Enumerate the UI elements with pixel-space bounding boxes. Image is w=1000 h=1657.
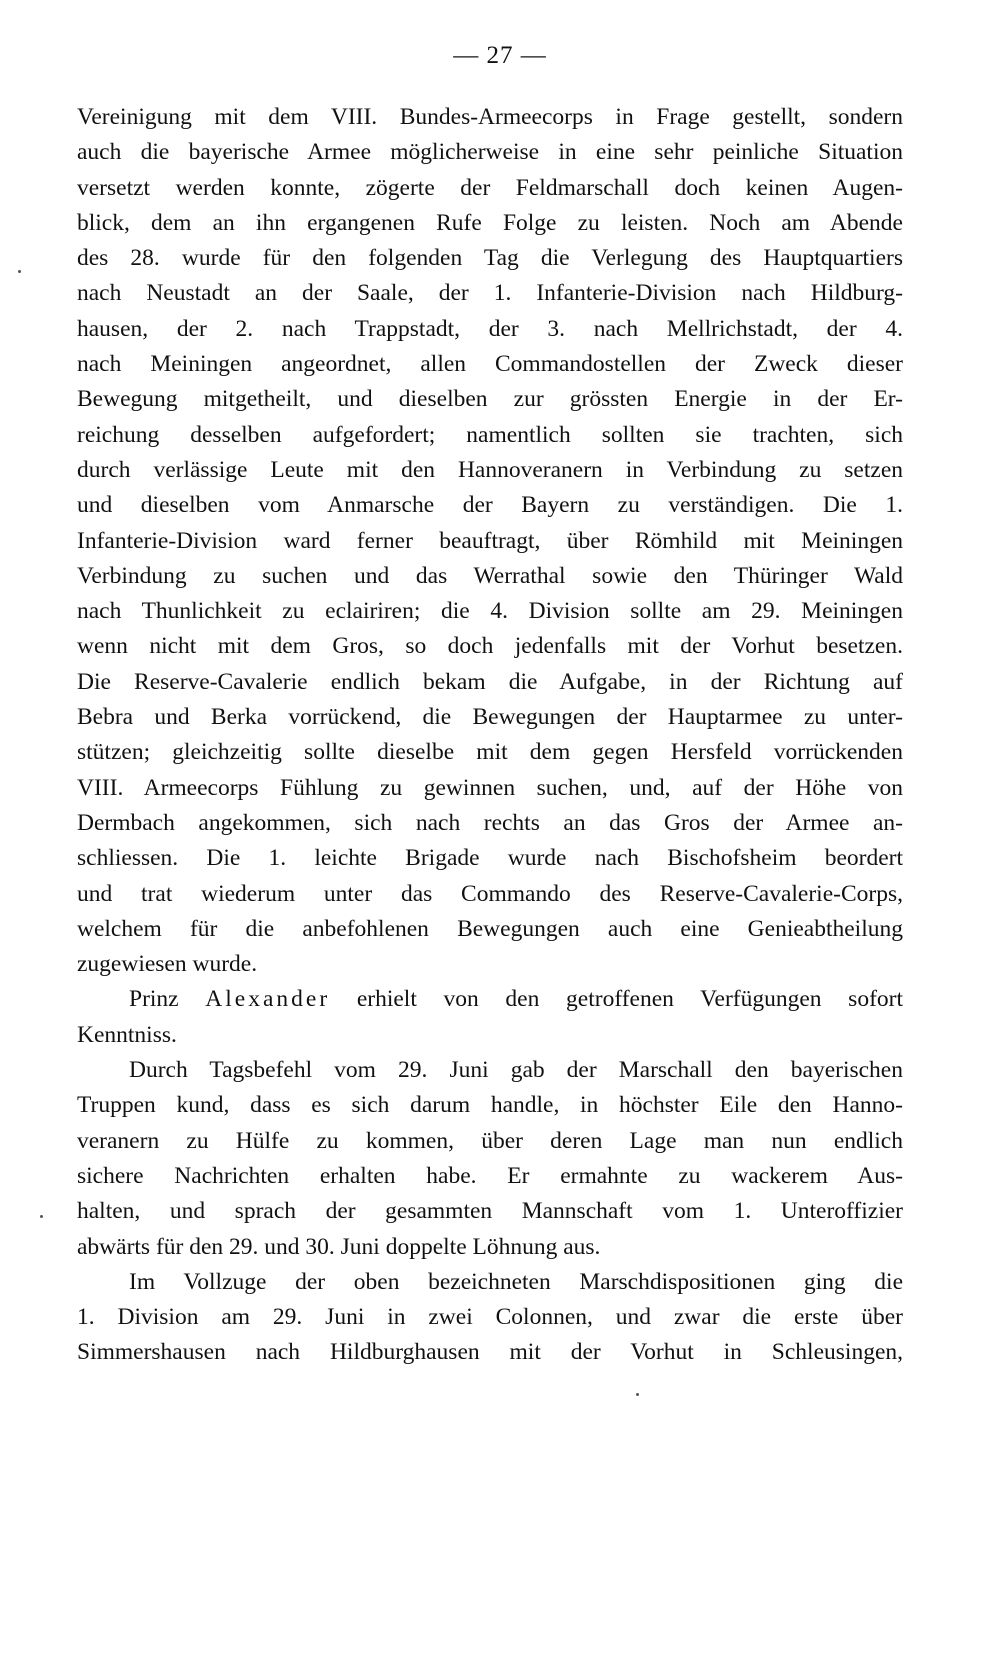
text-line: Im Vollzuge der oben bezeichneten Marschdispositionen ging die [129, 1268, 903, 1295]
text-line: halten, und sprach der gesammten Mannschaft vom 1. Unteroffizier [77, 1198, 903, 1225]
text-line: sichere Nachrichten erhalten habe. Er ermahnte zu wackerem Aus- [77, 1162, 903, 1189]
text-line: 1. Division am 29. Juni in zwei Colonnen, und zwar die erste über [77, 1304, 903, 1331]
text-line: zugewiesen wurde. [77, 951, 258, 978]
text-line: Infanterie-Division ward ferner beauftragt, über Römhild mit Meiningen [77, 527, 903, 554]
paragraph-3 [77, 1053, 903, 1265]
text-fragment: erhielt von den getroffenen Verfügungen sofort [356, 986, 904, 1013]
scan-speck [636, 1393, 639, 1396]
paragraph-4 [77, 1265, 903, 1371]
text-line: hausen, der 2. nach Trappstadt, der 3. nach Mellrichstadt, der 4. [77, 315, 903, 342]
text-line: wenn nicht mit dem Gros, so doch jedenfalls mit der Vorhut besetzen. [77, 633, 903, 660]
page-number: — 27 — [453, 42, 547, 69]
text-line: Durch Tagsbefehl vom 29. Juni gab der Marschall den bayerischen [129, 1057, 903, 1084]
body-text [77, 100, 903, 1371]
text-line: VIII. Armeecorps Fühlung zu gewinnen suchen, und, auf der Höhe von [77, 774, 903, 801]
text-line: Vereinigung mit dem VIII. Bundes-Armeecorps in Frage gestellt, sondern [77, 104, 903, 130]
text-line: welchem für die anbefohlenen Bewegungen auch eine Genieabtheilung [77, 915, 903, 942]
text-line: blick, dem an ihn ergangenen Rufe Folge zu leisten. Noch am Abende [77, 209, 903, 236]
text-line: schliessen. Die 1. leichte Brigade wurde nach Bischofsheim beordert [77, 845, 903, 872]
text-line: Bebra und Berka vorrückend, die Bewegungen der Hauptarmee zu unter- [77, 704, 903, 731]
text-line: Dermbach angekommen, sich nach rechts an das Gros der Armee an- [77, 809, 903, 836]
text-line: des 28. wurde für den folgenden Tag die Verlegung des Hauptquartiers [77, 245, 903, 272]
scan-speck [18, 270, 21, 273]
text-line: auch die bayerische Armee möglicherweise in eine sehr peinliche Situation [77, 139, 903, 166]
text-line: Simmershausen nach Hildburghausen mit der Vorhut in Schleusingen, [77, 1339, 903, 1366]
text-line: nach Thunlichkeit zu eclairiren; die 4. Division sollte am 29. Meiningen [77, 598, 903, 625]
text-line: Verbindung zu suchen und das Werrathal sowie den Thüringer Wald [77, 562, 903, 589]
paragraph-1 [77, 100, 903, 982]
text-line: und trat wiederum unter das Commando des Reserve-Cavalerie-Corps, [77, 880, 903, 907]
text-line: veranern zu Hülfe zu kommen, über deren Lage man nun endlich [77, 1127, 903, 1154]
text-line [77, 982, 903, 1017]
text-line: reichung desselben aufgefordert; namentlich sollten sie trachten, sich [77, 421, 903, 448]
text-line: durch verlässige Leute mit den Hannoveranern in Verbindung zu setzen [77, 456, 903, 483]
text-line: nach Neustadt an der Saale, der 1. Infanterie-Division nach Hildburg- [77, 280, 903, 307]
text-line: abwärts für den 29. und 30. Juni doppelte Löhnung aus. [77, 1233, 601, 1260]
text-line: und dieselben vom Anmarsche der Bayern zu verständigen. Die 1. [77, 492, 903, 519]
spaced-name: Alexander [205, 986, 331, 1013]
text-line: Die Reserve-Cavalerie endlich bekam die Aufgabe, in der Richtung auf [77, 668, 903, 695]
paragraph-2 [77, 982, 903, 1053]
text-line: Truppen kund, dass es sich darum handle, in höchster Eile den Hanno- [77, 1092, 903, 1119]
text-line: stützen; gleichzeitig sollte dieselbe mit dem gegen Hersfeld vorrückenden [77, 739, 903, 766]
text-line: Bewegung mitgetheilt, und dieselben zur grössten Energie in der Er- [77, 386, 903, 413]
text-line: versetzt werden konnte, zögerte der Feldmarschall doch keinen Augen- [77, 174, 903, 201]
scan-speck [40, 1215, 43, 1218]
text-line: nach Meiningen angeordnet, allen Commandostellen der Zweck dieser [77, 351, 903, 378]
text-line: Kenntniss. [77, 1021, 177, 1048]
text-fragment: Prinz [129, 986, 179, 1013]
